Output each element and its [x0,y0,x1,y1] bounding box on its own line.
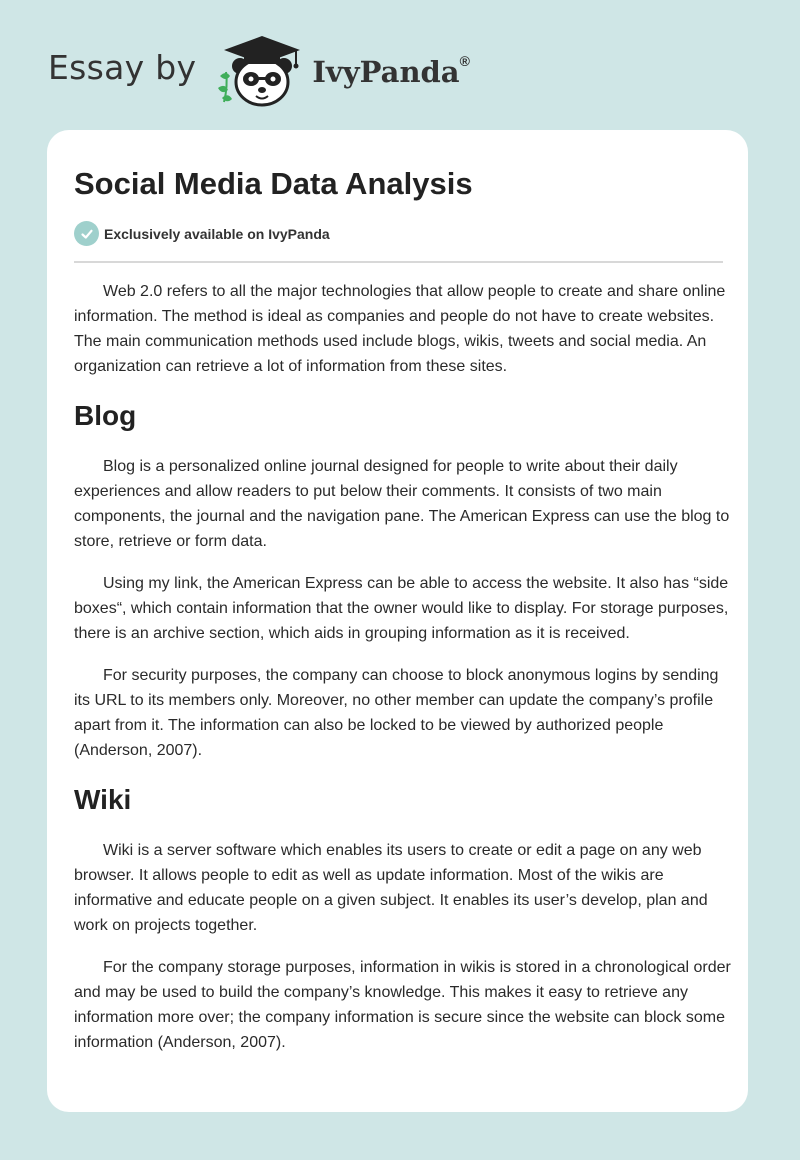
exclusive-badge [74,221,330,246]
intro-paragraph: Web 2.0 refers to all the major technologies that allow people to create and share online information. The method is ideal as companies and people do not have to create websites. The main communication methods used include blogs, wikis, tweets and social media. An organization can retrieve a lot of information from these sites. [74,283,726,375]
paragraph: Blog is a personalized online journal designed for people to write about their daily experiences and allow readers to put below their comments. It consists of two main components, the journal and the navigation pane. The American Express can use the blog to store, retrieve or form data. [74,458,730,550]
article-body [74,279,734,1072]
paragraph: For the company storage purposes, information in wikis is stored in a chronological order and may be used to build the company’s knowledge. This makes it easy to retrieve any information more over; the company information is secure since the website can block some information (Anderson, 2007). [74,959,731,1051]
paragraph: For security purposes, the company can choose to block anonymous logins by sending its URL to its members only. Moreover, no other member can update the company’s profile apart from it. The information can also be locked to be viewed by authorized people (Anderson, 2007). [74,667,719,759]
page-title: Social Media Data Analysis [74,166,473,201]
panda-graduate-logo-icon[interactable] [212,32,308,108]
paragraph: Using my link, the American Express can be able to access the website. It also has “side boxes“, which contain information that the owner would like to display. For storage purposes, there is an archive section, which aids in grouping information as it is received. [74,575,729,642]
brand-name[interactable]: IvyPanda® [312,53,470,89]
divider [74,261,723,263]
site-header [48,30,748,110]
essay-card [47,130,748,1112]
registered-mark: ® [459,53,470,69]
section-heading-blog: Blog [74,400,137,431]
badge-label: Exclusively available on IvyPanda [104,225,330,242]
section-heading-wiki: Wiki [74,784,132,815]
check-circle-icon [74,221,99,246]
paragraph: Wiki is a server software which enables its users to create or edit a page on any web browser. It allows people to edit as well as update information. Most of the wikis are informative and educate people on a given subject. It enables its user’s develop, plan and work on projects together. [74,842,708,934]
essay-by-label: Essay by [48,47,197,87]
